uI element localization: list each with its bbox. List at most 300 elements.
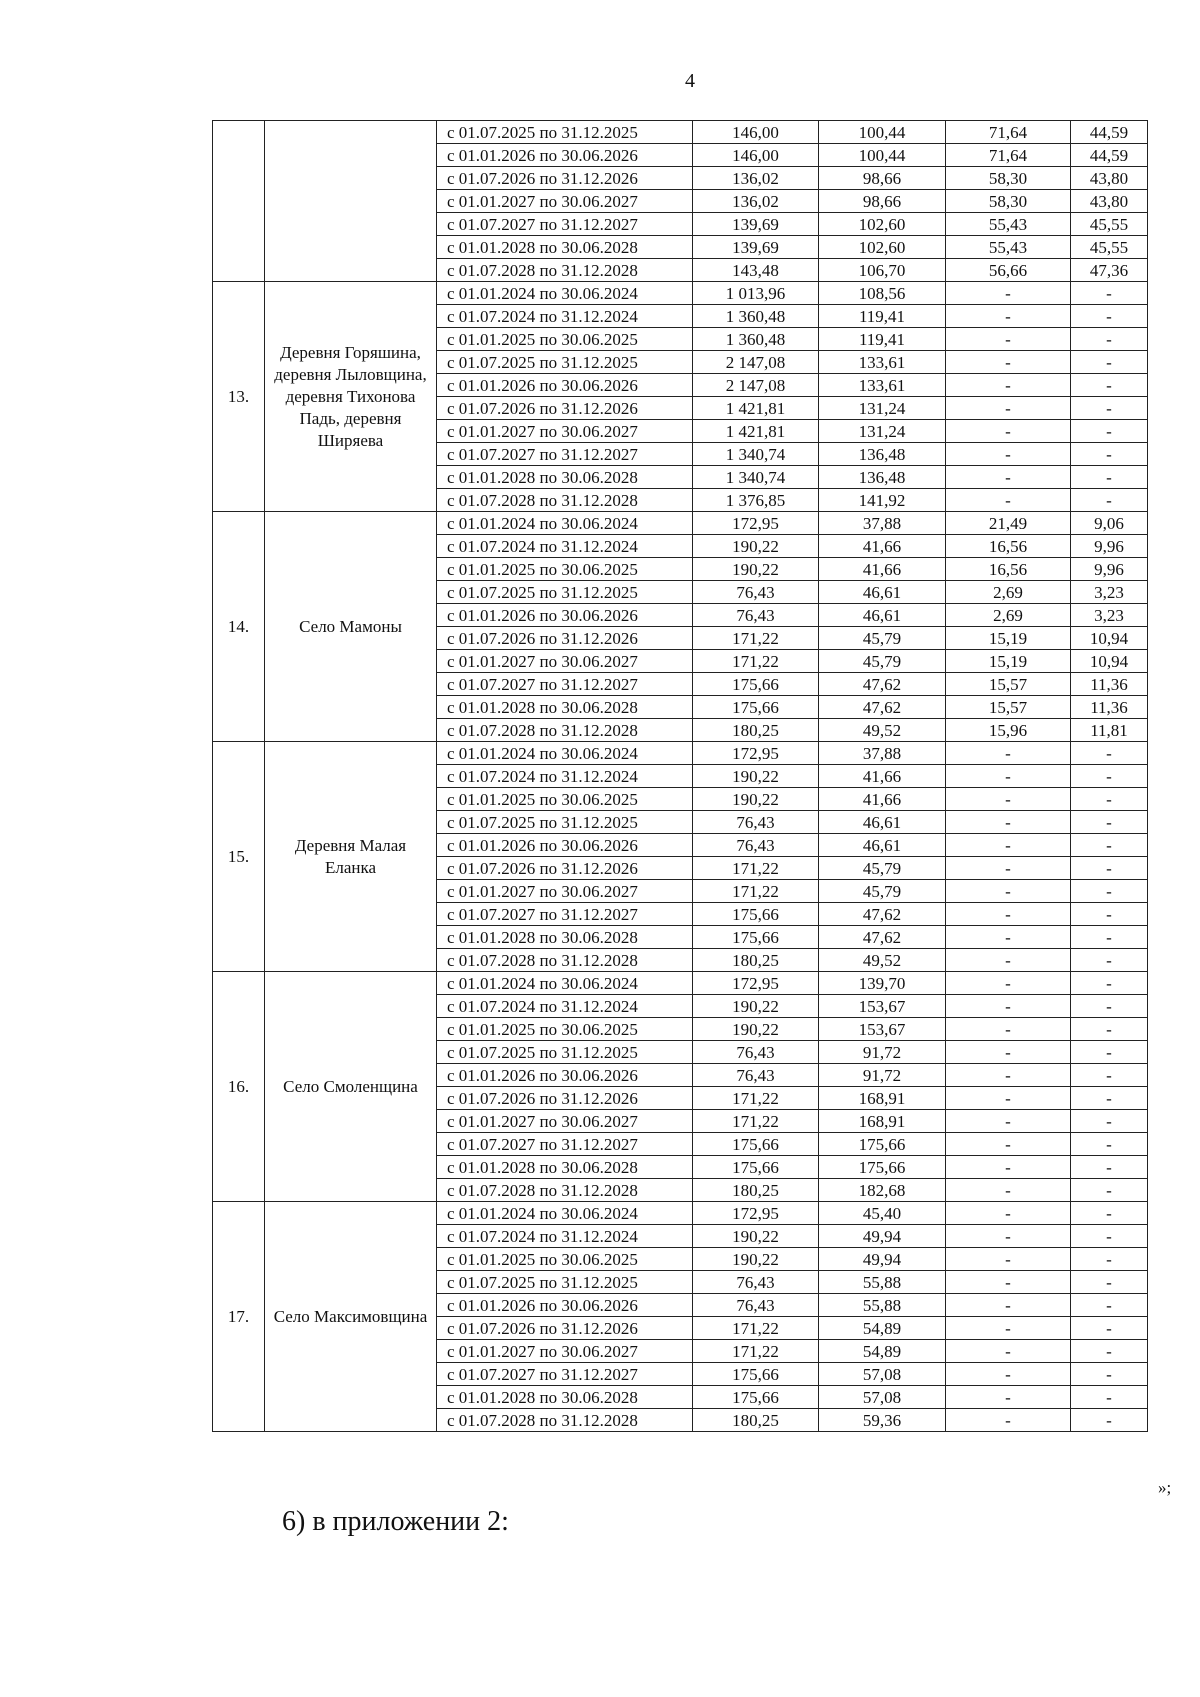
cell-period: с 01.07.2028 по 31.12.2028 bbox=[437, 259, 693, 282]
cell-value-3: - bbox=[946, 995, 1071, 1018]
cell-value-4: - bbox=[1071, 880, 1148, 903]
cell-value-1: 76,43 bbox=[693, 811, 819, 834]
cell-value-2: 168,91 bbox=[819, 1087, 946, 1110]
cell-period: с 01.01.2026 по 30.06.2026 bbox=[437, 374, 693, 397]
cell-value-4: - bbox=[1071, 328, 1148, 351]
cell-value-2: 102,60 bbox=[819, 236, 946, 259]
cell-value-4: - bbox=[1071, 1271, 1148, 1294]
cell-value-3: - bbox=[946, 282, 1071, 305]
cell-value-4: - bbox=[1071, 420, 1148, 443]
cell-period: с 01.07.2025 по 31.12.2025 bbox=[437, 121, 693, 144]
cell-value-3: 15,19 bbox=[946, 627, 1071, 650]
cell-value-4: 9,96 bbox=[1071, 558, 1148, 581]
cell-value-4: - bbox=[1071, 926, 1148, 949]
cell-value-3: - bbox=[946, 1018, 1071, 1041]
cell-value-1: 143,48 bbox=[693, 259, 819, 282]
cell-value-1: 76,43 bbox=[693, 834, 819, 857]
cell-value-2: 175,66 bbox=[819, 1133, 946, 1156]
cell-value-3: - bbox=[946, 1110, 1071, 1133]
cell-value-1: 76,43 bbox=[693, 581, 819, 604]
cell-value-2: 57,08 bbox=[819, 1363, 946, 1386]
cell-value-2: 153,67 bbox=[819, 1018, 946, 1041]
cell-value-3: 56,66 bbox=[946, 259, 1071, 282]
cell-value-1: 76,43 bbox=[693, 1271, 819, 1294]
cell-value-4: - bbox=[1071, 282, 1148, 305]
cell-value-2: 106,70 bbox=[819, 259, 946, 282]
cell-value-4: 9,96 bbox=[1071, 535, 1148, 558]
cell-value-2: 141,92 bbox=[819, 489, 946, 512]
cell-value-4: - bbox=[1071, 1018, 1148, 1041]
cell-value-3: - bbox=[946, 1225, 1071, 1248]
cell-value-1: 190,22 bbox=[693, 995, 819, 1018]
cell-value-4: - bbox=[1071, 1179, 1148, 1202]
cell-period: с 01.01.2025 по 30.06.2025 bbox=[437, 328, 693, 351]
cell-value-1: 139,69 bbox=[693, 236, 819, 259]
cell-period: с 01.01.2025 по 30.06.2025 bbox=[437, 1248, 693, 1271]
cell-value-3: - bbox=[946, 1340, 1071, 1363]
cell-value-1: 2 147,08 bbox=[693, 374, 819, 397]
cell-period: с 01.01.2028 по 30.06.2028 bbox=[437, 1156, 693, 1179]
locality-name: Село Смоленщина bbox=[265, 972, 437, 1202]
cell-value-1: 171,22 bbox=[693, 1317, 819, 1340]
cell-value-3: - bbox=[946, 1156, 1071, 1179]
cell-value-1: 180,25 bbox=[693, 949, 819, 972]
cell-value-4: 44,59 bbox=[1071, 121, 1148, 144]
cell-period: с 01.01.2024 по 30.06.2024 bbox=[437, 972, 693, 995]
cell-value-4: 9,06 bbox=[1071, 512, 1148, 535]
cell-value-2: 133,61 bbox=[819, 351, 946, 374]
cell-value-2: 153,67 bbox=[819, 995, 946, 1018]
cell-value-2: 59,36 bbox=[819, 1409, 946, 1432]
cell-value-1: 175,66 bbox=[693, 1156, 819, 1179]
cell-value-1: 190,22 bbox=[693, 535, 819, 558]
cell-value-4: 43,80 bbox=[1071, 190, 1148, 213]
table-row bbox=[213, 1202, 1148, 1225]
cell-value-2: 136,48 bbox=[819, 466, 946, 489]
cell-value-3: - bbox=[946, 926, 1071, 949]
cell-period: с 01.07.2027 по 31.12.2027 bbox=[437, 903, 693, 926]
cell-value-4: 45,55 bbox=[1071, 213, 1148, 236]
cell-value-3: - bbox=[946, 1179, 1071, 1202]
cell-period: с 01.07.2026 по 31.12.2026 bbox=[437, 397, 693, 420]
cell-period: с 01.07.2026 по 31.12.2026 bbox=[437, 627, 693, 650]
cell-value-3: 21,49 bbox=[946, 512, 1071, 535]
cell-value-3: 71,64 bbox=[946, 121, 1071, 144]
cell-value-3: - bbox=[946, 374, 1071, 397]
cell-value-3: 15,19 bbox=[946, 650, 1071, 673]
row-number: 15. bbox=[213, 742, 265, 972]
cell-value-2: 45,79 bbox=[819, 627, 946, 650]
cell-period: с 01.01.2028 по 30.06.2028 bbox=[437, 236, 693, 259]
cell-value-2: 37,88 bbox=[819, 512, 946, 535]
cell-value-2: 54,89 bbox=[819, 1317, 946, 1340]
tariff-table bbox=[212, 120, 1148, 1432]
cell-value-2: 55,88 bbox=[819, 1271, 946, 1294]
cell-value-2: 47,62 bbox=[819, 903, 946, 926]
cell-value-3: 15,57 bbox=[946, 696, 1071, 719]
cell-value-2: 49,52 bbox=[819, 949, 946, 972]
cell-value-2: 131,24 bbox=[819, 420, 946, 443]
cell-period: с 01.07.2027 по 31.12.2027 bbox=[437, 213, 693, 236]
cell-value-1: 172,95 bbox=[693, 512, 819, 535]
cell-value-3: - bbox=[946, 1363, 1071, 1386]
cell-period: с 01.07.2028 по 31.12.2028 bbox=[437, 489, 693, 512]
cell-period: с 01.01.2028 по 30.06.2028 bbox=[437, 926, 693, 949]
cell-period: с 01.07.2026 по 31.12.2026 bbox=[437, 1087, 693, 1110]
cell-period: с 01.07.2025 по 31.12.2025 bbox=[437, 581, 693, 604]
cell-period: с 01.01.2028 по 30.06.2028 bbox=[437, 466, 693, 489]
cell-value-1: 76,43 bbox=[693, 1294, 819, 1317]
cell-value-4: 11,81 bbox=[1071, 719, 1148, 742]
row-number: 13. bbox=[213, 282, 265, 512]
cell-value-2: 45,79 bbox=[819, 880, 946, 903]
cell-value-3: 55,43 bbox=[946, 213, 1071, 236]
cell-value-1: 76,43 bbox=[693, 604, 819, 627]
cell-value-2: 47,62 bbox=[819, 673, 946, 696]
cell-value-1: 171,22 bbox=[693, 857, 819, 880]
cell-value-2: 91,72 bbox=[819, 1064, 946, 1087]
cell-value-2: 46,61 bbox=[819, 834, 946, 857]
cell-value-3: 71,64 bbox=[946, 144, 1071, 167]
cell-period: с 01.07.2027 по 31.12.2027 bbox=[437, 443, 693, 466]
cell-value-4: 43,80 bbox=[1071, 167, 1148, 190]
cell-value-1: 175,66 bbox=[693, 1363, 819, 1386]
cell-value-3: - bbox=[946, 1133, 1071, 1156]
cell-value-4: - bbox=[1071, 466, 1148, 489]
cell-period: с 01.01.2026 по 30.06.2026 bbox=[437, 604, 693, 627]
cell-period: с 01.01.2027 по 30.06.2027 bbox=[437, 1340, 693, 1363]
cell-value-2: 54,89 bbox=[819, 1340, 946, 1363]
cell-period: с 01.07.2025 по 31.12.2025 bbox=[437, 351, 693, 374]
cell-value-4: - bbox=[1071, 1409, 1148, 1432]
cell-period: с 01.07.2024 по 31.12.2024 bbox=[437, 995, 693, 1018]
cell-value-4: - bbox=[1071, 489, 1148, 512]
cell-value-3: - bbox=[946, 351, 1071, 374]
locality-name bbox=[265, 121, 437, 282]
cell-value-4: - bbox=[1071, 1317, 1148, 1340]
cell-value-3: - bbox=[946, 765, 1071, 788]
cell-value-1: 172,95 bbox=[693, 742, 819, 765]
cell-value-3: - bbox=[946, 857, 1071, 880]
cell-period: с 01.07.2024 по 31.12.2024 bbox=[437, 1225, 693, 1248]
cell-value-4: - bbox=[1071, 443, 1148, 466]
row-number: 14. bbox=[213, 512, 265, 742]
cell-period: с 01.07.2024 по 31.12.2024 bbox=[437, 305, 693, 328]
cell-value-4: - bbox=[1071, 1225, 1148, 1248]
cell-value-2: 57,08 bbox=[819, 1386, 946, 1409]
cell-value-2: 46,61 bbox=[819, 811, 946, 834]
cell-value-1: 175,66 bbox=[693, 926, 819, 949]
cell-value-1: 180,25 bbox=[693, 1179, 819, 1202]
cell-value-2: 100,44 bbox=[819, 121, 946, 144]
cell-period: с 01.01.2028 по 30.06.2028 bbox=[437, 696, 693, 719]
cell-period: с 01.01.2025 по 30.06.2025 bbox=[437, 558, 693, 581]
cell-value-4: 10,94 bbox=[1071, 650, 1148, 673]
cell-value-3: - bbox=[946, 397, 1071, 420]
cell-value-3: - bbox=[946, 1317, 1071, 1340]
cell-value-4: - bbox=[1071, 1340, 1148, 1363]
cell-value-3: 2,69 bbox=[946, 604, 1071, 627]
tariff-table-body bbox=[213, 121, 1148, 1432]
cell-period: с 01.01.2027 по 30.06.2027 bbox=[437, 880, 693, 903]
cell-value-4: - bbox=[1071, 1064, 1148, 1087]
cell-value-3: - bbox=[946, 466, 1071, 489]
cell-value-2: 108,56 bbox=[819, 282, 946, 305]
cell-period: с 01.01.2027 по 30.06.2027 bbox=[437, 1110, 693, 1133]
cell-value-2: 131,24 bbox=[819, 397, 946, 420]
locality-name: Село Максимовщина bbox=[265, 1202, 437, 1432]
cell-value-4: - bbox=[1071, 765, 1148, 788]
cell-value-2: 98,66 bbox=[819, 167, 946, 190]
cell-period: с 01.01.2027 по 30.06.2027 bbox=[437, 420, 693, 443]
cell-value-3: - bbox=[946, 1409, 1071, 1432]
cell-value-1: 146,00 bbox=[693, 121, 819, 144]
cell-value-3: - bbox=[946, 1064, 1071, 1087]
cell-value-3: - bbox=[946, 443, 1071, 466]
cell-value-4: - bbox=[1071, 1248, 1148, 1271]
cell-value-1: 1 013,96 bbox=[693, 282, 819, 305]
cell-period: с 01.07.2028 по 31.12.2028 bbox=[437, 1179, 693, 1202]
cell-period: с 01.07.2028 по 31.12.2028 bbox=[437, 1409, 693, 1432]
cell-value-2: 41,66 bbox=[819, 788, 946, 811]
cell-value-1: 172,95 bbox=[693, 1202, 819, 1225]
cell-value-2: 47,62 bbox=[819, 926, 946, 949]
cell-value-1: 1 360,48 bbox=[693, 305, 819, 328]
cell-value-2: 175,66 bbox=[819, 1156, 946, 1179]
footer-text: 6) в приложении 2: bbox=[282, 1506, 509, 1537]
cell-value-3: - bbox=[946, 1248, 1071, 1271]
cell-period: с 01.01.2025 по 30.06.2025 bbox=[437, 788, 693, 811]
cell-value-3: - bbox=[946, 420, 1071, 443]
cell-value-1: 1 376,85 bbox=[693, 489, 819, 512]
cell-period: с 01.07.2026 по 31.12.2026 bbox=[437, 167, 693, 190]
cell-period: с 01.07.2025 по 31.12.2025 bbox=[437, 811, 693, 834]
table-row bbox=[213, 742, 1148, 765]
cell-period: с 01.01.2024 по 30.06.2024 bbox=[437, 512, 693, 535]
cell-value-3: 16,56 bbox=[946, 558, 1071, 581]
cell-value-3: - bbox=[946, 1271, 1071, 1294]
cell-value-4: - bbox=[1071, 903, 1148, 926]
cell-value-1: 190,22 bbox=[693, 1018, 819, 1041]
cell-value-3: - bbox=[946, 1087, 1071, 1110]
cell-value-1: 171,22 bbox=[693, 1340, 819, 1363]
cell-value-2: 41,66 bbox=[819, 558, 946, 581]
cell-value-2: 46,61 bbox=[819, 581, 946, 604]
cell-value-2: 37,88 bbox=[819, 742, 946, 765]
cell-value-3: - bbox=[946, 811, 1071, 834]
row-number: 17. bbox=[213, 1202, 265, 1432]
cell-value-2: 49,94 bbox=[819, 1248, 946, 1271]
cell-value-4: - bbox=[1071, 1202, 1148, 1225]
cell-value-4: - bbox=[1071, 834, 1148, 857]
cell-value-4: - bbox=[1071, 1386, 1148, 1409]
cell-value-1: 171,22 bbox=[693, 650, 819, 673]
cell-value-4: 3,23 bbox=[1071, 581, 1148, 604]
cell-value-1: 1 360,48 bbox=[693, 328, 819, 351]
cell-value-2: 100,44 bbox=[819, 144, 946, 167]
cell-value-3: - bbox=[946, 972, 1071, 995]
cell-value-1: 180,25 bbox=[693, 1409, 819, 1432]
locality-name: Деревня Малая Еланка bbox=[265, 742, 437, 972]
cell-period: с 01.07.2026 по 31.12.2026 bbox=[437, 1317, 693, 1340]
cell-value-1: 1 421,81 bbox=[693, 397, 819, 420]
cell-period: с 01.01.2024 по 30.06.2024 bbox=[437, 282, 693, 305]
cell-period: с 01.07.2028 по 31.12.2028 bbox=[437, 719, 693, 742]
cell-value-4: - bbox=[1071, 1363, 1148, 1386]
cell-value-3: - bbox=[946, 328, 1071, 351]
cell-value-2: 119,41 bbox=[819, 328, 946, 351]
cell-value-1: 175,66 bbox=[693, 1386, 819, 1409]
cell-period: с 01.07.2024 по 31.12.2024 bbox=[437, 765, 693, 788]
cell-value-1: 76,43 bbox=[693, 1064, 819, 1087]
cell-value-3: - bbox=[946, 1386, 1071, 1409]
cell-value-1: 139,69 bbox=[693, 213, 819, 236]
cell-period: с 01.01.2024 по 30.06.2024 bbox=[437, 742, 693, 765]
cell-value-4: 44,59 bbox=[1071, 144, 1148, 167]
cell-value-4: - bbox=[1071, 972, 1148, 995]
cell-value-4: - bbox=[1071, 857, 1148, 880]
table-row bbox=[213, 282, 1148, 305]
cell-value-3: - bbox=[946, 949, 1071, 972]
cell-value-4: - bbox=[1071, 1087, 1148, 1110]
cell-value-4: 3,23 bbox=[1071, 604, 1148, 627]
cell-value-3: - bbox=[946, 880, 1071, 903]
locality-name: Село Мамоны bbox=[265, 512, 437, 742]
cell-period: с 01.01.2026 по 30.06.2026 bbox=[437, 144, 693, 167]
cell-value-2: 45,40 bbox=[819, 1202, 946, 1225]
closing-quote: »; bbox=[1158, 1478, 1172, 1497]
cell-value-2: 136,48 bbox=[819, 443, 946, 466]
cell-value-2: 45,79 bbox=[819, 650, 946, 673]
cell-value-4: - bbox=[1071, 351, 1148, 374]
cell-value-2: 45,79 bbox=[819, 857, 946, 880]
cell-value-4: - bbox=[1071, 742, 1148, 765]
cell-value-2: 47,62 bbox=[819, 696, 946, 719]
cell-value-1: 175,66 bbox=[693, 1133, 819, 1156]
cell-value-4: - bbox=[1071, 305, 1148, 328]
cell-value-4: 11,36 bbox=[1071, 696, 1148, 719]
cell-period: с 01.01.2027 по 30.06.2027 bbox=[437, 190, 693, 213]
cell-value-1: 175,66 bbox=[693, 673, 819, 696]
cell-period: с 01.07.2025 по 31.12.2025 bbox=[437, 1271, 693, 1294]
page-number: 4 bbox=[685, 70, 695, 92]
cell-value-3: 58,30 bbox=[946, 167, 1071, 190]
cell-value-2: 98,66 bbox=[819, 190, 946, 213]
cell-value-2: 91,72 bbox=[819, 1041, 946, 1064]
cell-value-4: - bbox=[1071, 1156, 1148, 1179]
cell-value-4: 10,94 bbox=[1071, 627, 1148, 650]
cell-value-1: 172,95 bbox=[693, 972, 819, 995]
table-row bbox=[213, 121, 1148, 144]
cell-value-1: 136,02 bbox=[693, 190, 819, 213]
cell-value-1: 1 421,81 bbox=[693, 420, 819, 443]
cell-value-4: - bbox=[1071, 1041, 1148, 1064]
cell-value-4: - bbox=[1071, 1133, 1148, 1156]
cell-value-3: 2,69 bbox=[946, 581, 1071, 604]
cell-value-4: - bbox=[1071, 949, 1148, 972]
cell-period: с 01.07.2027 по 31.12.2027 bbox=[437, 1363, 693, 1386]
cell-period: с 01.01.2026 по 30.06.2026 bbox=[437, 834, 693, 857]
cell-value-3: - bbox=[946, 1041, 1071, 1064]
cell-value-4: - bbox=[1071, 811, 1148, 834]
cell-value-2: 49,94 bbox=[819, 1225, 946, 1248]
cell-value-3: - bbox=[946, 489, 1071, 512]
cell-value-4: 45,55 bbox=[1071, 236, 1148, 259]
cell-value-1: 190,22 bbox=[693, 1248, 819, 1271]
cell-value-2: 46,61 bbox=[819, 604, 946, 627]
cell-value-4: - bbox=[1071, 788, 1148, 811]
cell-period: с 01.07.2024 по 31.12.2024 bbox=[437, 535, 693, 558]
cell-value-1: 171,22 bbox=[693, 880, 819, 903]
cell-value-1: 136,02 bbox=[693, 167, 819, 190]
cell-value-2: 139,70 bbox=[819, 972, 946, 995]
cell-value-3: - bbox=[946, 788, 1071, 811]
cell-value-2: 49,52 bbox=[819, 719, 946, 742]
row-number: 16. bbox=[213, 972, 265, 1202]
cell-value-3: - bbox=[946, 742, 1071, 765]
cell-value-3: 55,43 bbox=[946, 236, 1071, 259]
cell-period: с 01.07.2027 по 31.12.2027 bbox=[437, 1133, 693, 1156]
cell-value-4: 11,36 bbox=[1071, 673, 1148, 696]
cell-value-1: 175,66 bbox=[693, 696, 819, 719]
cell-value-3: 15,57 bbox=[946, 673, 1071, 696]
cell-value-3: - bbox=[946, 834, 1071, 857]
cell-value-2: 41,66 bbox=[819, 535, 946, 558]
cell-period: с 01.01.2027 по 30.06.2027 bbox=[437, 650, 693, 673]
cell-value-1: 171,22 bbox=[693, 1087, 819, 1110]
cell-value-1: 180,25 bbox=[693, 719, 819, 742]
table-row bbox=[213, 972, 1148, 995]
cell-value-4: - bbox=[1071, 1294, 1148, 1317]
cell-value-1: 1 340,74 bbox=[693, 466, 819, 489]
locality-name: Деревня Горяшина, деревня Лыловщина, деревня Тихонова Падь, деревня Ширяева bbox=[265, 282, 437, 512]
cell-period: с 01.07.2028 по 31.12.2028 bbox=[437, 949, 693, 972]
cell-value-1: 171,22 bbox=[693, 1110, 819, 1133]
cell-value-3: 15,96 bbox=[946, 719, 1071, 742]
cell-period: с 01.01.2024 по 30.06.2024 bbox=[437, 1202, 693, 1225]
cell-period: с 01.01.2028 по 30.06.2028 bbox=[437, 1386, 693, 1409]
cell-value-3: 58,30 bbox=[946, 190, 1071, 213]
cell-value-1: 171,22 bbox=[693, 627, 819, 650]
cell-period: с 01.01.2026 по 30.06.2026 bbox=[437, 1064, 693, 1087]
cell-value-1: 190,22 bbox=[693, 765, 819, 788]
cell-value-4: - bbox=[1071, 397, 1148, 420]
cell-value-2: 55,88 bbox=[819, 1294, 946, 1317]
cell-period: с 01.07.2026 по 31.12.2026 bbox=[437, 857, 693, 880]
cell-period: с 01.07.2027 по 31.12.2027 bbox=[437, 673, 693, 696]
cell-value-3: - bbox=[946, 305, 1071, 328]
cell-value-4: 47,36 bbox=[1071, 259, 1148, 282]
row-number bbox=[213, 121, 265, 282]
cell-value-2: 168,91 bbox=[819, 1110, 946, 1133]
cell-value-3: 16,56 bbox=[946, 535, 1071, 558]
cell-value-1: 1 340,74 bbox=[693, 443, 819, 466]
cell-period: с 01.01.2026 по 30.06.2026 bbox=[437, 1294, 693, 1317]
cell-value-3: - bbox=[946, 903, 1071, 926]
cell-value-2: 41,66 bbox=[819, 765, 946, 788]
cell-value-2: 133,61 bbox=[819, 374, 946, 397]
cell-value-1: 175,66 bbox=[693, 903, 819, 926]
table-row bbox=[213, 512, 1148, 535]
cell-value-3: - bbox=[946, 1294, 1071, 1317]
cell-value-1: 190,22 bbox=[693, 788, 819, 811]
cell-value-1: 190,22 bbox=[693, 1225, 819, 1248]
cell-value-2: 182,68 bbox=[819, 1179, 946, 1202]
cell-value-4: - bbox=[1071, 374, 1148, 397]
cell-value-1: 146,00 bbox=[693, 144, 819, 167]
cell-value-1: 190,22 bbox=[693, 558, 819, 581]
cell-period: с 01.07.2025 по 31.12.2025 bbox=[437, 1041, 693, 1064]
